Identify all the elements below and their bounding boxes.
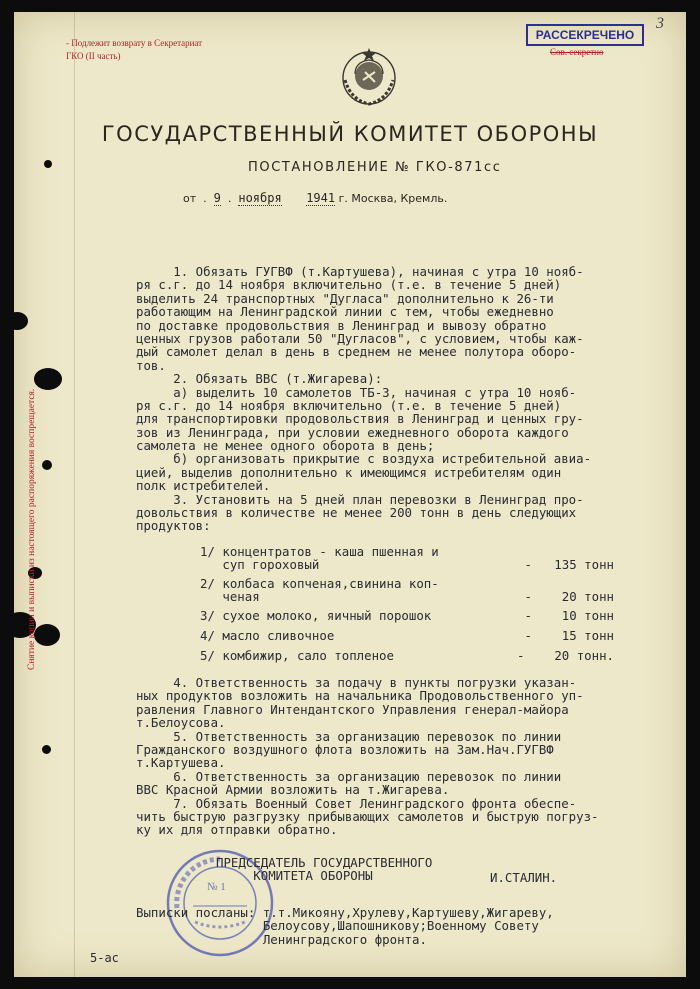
- signature-block: [216, 856, 432, 883]
- product-item: [136, 649, 676, 669]
- text-line: зов из Ленинграда, при условии ежедневного оборота каждого: [136, 424, 569, 440]
- text-line: Гражданского воздушного флота возложить на Зам.Нач.ГУГВФ: [136, 741, 554, 757]
- product-quantity: - 10 тонн: [524, 608, 614, 623]
- text-line: чить быструю разгрузку прибывающих самолетов и быструю погруз-: [136, 808, 599, 824]
- decree-body-continued: [136, 676, 676, 837]
- punch-hole: [42, 745, 51, 754]
- date-month: ноября: [238, 191, 282, 205]
- signature-title: ПРЕДСЕДАТЕЛЬ ГОСУДАРСТВЕННОГО: [216, 855, 433, 870]
- distribution-line: Ленинградского фронта.: [136, 931, 427, 947]
- text-line: равления Главного Интендантского Управления генерал-майора: [136, 701, 569, 717]
- text-line: 1. Обязать ГУГВФ (т.Картушева), начиная с утра 10 нояб-: [136, 264, 584, 279]
- seal-number: № 1: [207, 881, 226, 893]
- distribution-line: Белоусову,Шапошникову;Военному Совету: [136, 918, 539, 934]
- text-line: ря с.г. до 14 ноября включительно (т.е. в течение 5 дней): [136, 277, 562, 293]
- state-emblem-icon: [336, 44, 402, 110]
- return-note-line: - Подлежит возврату в Секретариат: [66, 38, 203, 48]
- text-line: а) выделить 10 самолетов ТБ-3, начиная с утра 10 нояб-: [136, 384, 577, 400]
- return-note: [66, 37, 202, 63]
- text-line: ценных грузов работали 50 "Дугласов", с условием, чтобы каж-: [136, 330, 584, 346]
- text-line: 4. Ответственность за подачу в пункты погрузки указан-: [136, 675, 577, 690]
- product-quantity: - 20 тонн.: [517, 648, 614, 663]
- product-quantity: - 15 тонн: [524, 628, 614, 643]
- text-line: ВВС Красной Армии возложить на т.Жигарева.: [136, 782, 450, 798]
- product-name: 4/ масло сливочное: [200, 628, 335, 643]
- text-line: дый самолет делал в день в среднем не менее полутора оборо-: [136, 344, 577, 360]
- date-suffix: г. Москва, Кремль.: [338, 192, 448, 205]
- secrecy-crossed: Сов. секретно: [550, 47, 604, 57]
- punch-hole: [34, 368, 62, 390]
- footer-code: 5-ас: [90, 951, 119, 965]
- product-item: [136, 609, 676, 629]
- distribution-line: Выписки посланы: т.т.Микояну,Хрулеву,Картушеву,Жигареву,: [136, 905, 554, 920]
- product-item: [136, 577, 676, 609]
- date-prefix: от: [183, 192, 197, 205]
- text-line: т.Картушева.: [136, 755, 226, 771]
- text-line: 5. Ответственность за организацию перевозок по линии: [136, 728, 562, 744]
- text-line: 6. Ответственность за организацию перевозок по линии: [136, 768, 562, 784]
- punch-hole: [42, 460, 52, 470]
- text-line: б) организовать прикрытие с воздуха истребительной авиа-: [136, 451, 592, 467]
- product-quantity: - 20 тонн: [524, 589, 614, 604]
- text-line: для транспортировки продовольствия в Ленинград и ценных гру-: [136, 411, 584, 427]
- page-number: 3: [656, 15, 664, 32]
- punch-hole: [44, 160, 52, 168]
- margin-line: [74, 12, 75, 977]
- product-name: 1/ концентратов - каша пшенная и суп гороховый: [200, 544, 439, 573]
- text-line: ку их для отправки обратно.: [136, 822, 338, 838]
- product-item: [136, 545, 676, 577]
- text-line: выделить 24 транспортных "Дугласа" дополнительно к 26-ти: [136, 290, 554, 306]
- text-line: 2. Обязать ВВС (т.Жигарева):: [136, 371, 383, 387]
- distribution-list: [136, 906, 554, 946]
- product-quantity: - 135 тонн: [524, 557, 614, 572]
- text-line: 3. Установить на 5 дней план перевозки в Ленинград про-: [136, 491, 584, 507]
- product-name: 5/ комбижир, сало топленое: [200, 648, 394, 663]
- punch-hole: [34, 624, 60, 646]
- text-line: по доставке продовольствия в Ленинград и вывозу обратно: [136, 317, 547, 333]
- text-line: ных продуктов возложить на начальника Продовольственного уп-: [136, 688, 584, 704]
- return-note-line: ГКО (II часть): [66, 51, 121, 61]
- signatory-name: И.СТАЛИН.: [490, 870, 558, 885]
- signature-title: КОМИТЕТА ОБОРОНЫ: [216, 868, 373, 884]
- date-year: 1941: [306, 191, 336, 205]
- decree-body: [136, 265, 676, 533]
- text-line: ря с.г. до 14 ноября включительно (т.е. в течение 5 дней): [136, 397, 562, 413]
- decree-number: ПОСТАНОВЛЕНИЕ № ГКО-871сс: [248, 160, 502, 175]
- product-item: [136, 629, 676, 649]
- text-line: т.Белоусова.: [136, 715, 226, 731]
- text-line: цией, выделив дополнительно к имеющимся истребителям один: [136, 464, 562, 480]
- declassified-stamp: РАССЕКРЕЧЕНО: [526, 24, 644, 46]
- text-line: тов.: [136, 357, 166, 373]
- text-line: продуктов:: [136, 518, 211, 534]
- dateline: от . 9 . ноября 1941 г. Москва, Кремль.: [183, 191, 448, 205]
- text-line: довольствия в количестве не менее 200 тонн в день следующих: [136, 505, 577, 521]
- date-day: 9: [213, 191, 221, 205]
- punch-hole: [6, 312, 28, 330]
- text-line: работающим на Ленинградской линии с тем, чтобы ежедневно: [136, 304, 554, 320]
- product-list: [136, 545, 676, 669]
- text-line: полк истребителей.: [136, 478, 271, 494]
- text-line: 7. Обязать Военный Совет Ленинградского фронта обеспе-: [136, 795, 577, 811]
- text-line: самолета не менее одного оборота в день;: [136, 438, 435, 454]
- copy-prohibition-note: Снятие копии и выписки из настоящего распоряжения воспрещается.: [27, 388, 37, 670]
- product-name: 3/ сухое молоко, яичный порошок: [200, 608, 432, 623]
- committee-title: ГОСУДАРСТВЕННЫЙ КОМИТЕТ ОБОРОНЫ: [101, 122, 599, 146]
- product-name: 2/ колбаса копченая,свинина коп- ченая: [200, 576, 439, 605]
